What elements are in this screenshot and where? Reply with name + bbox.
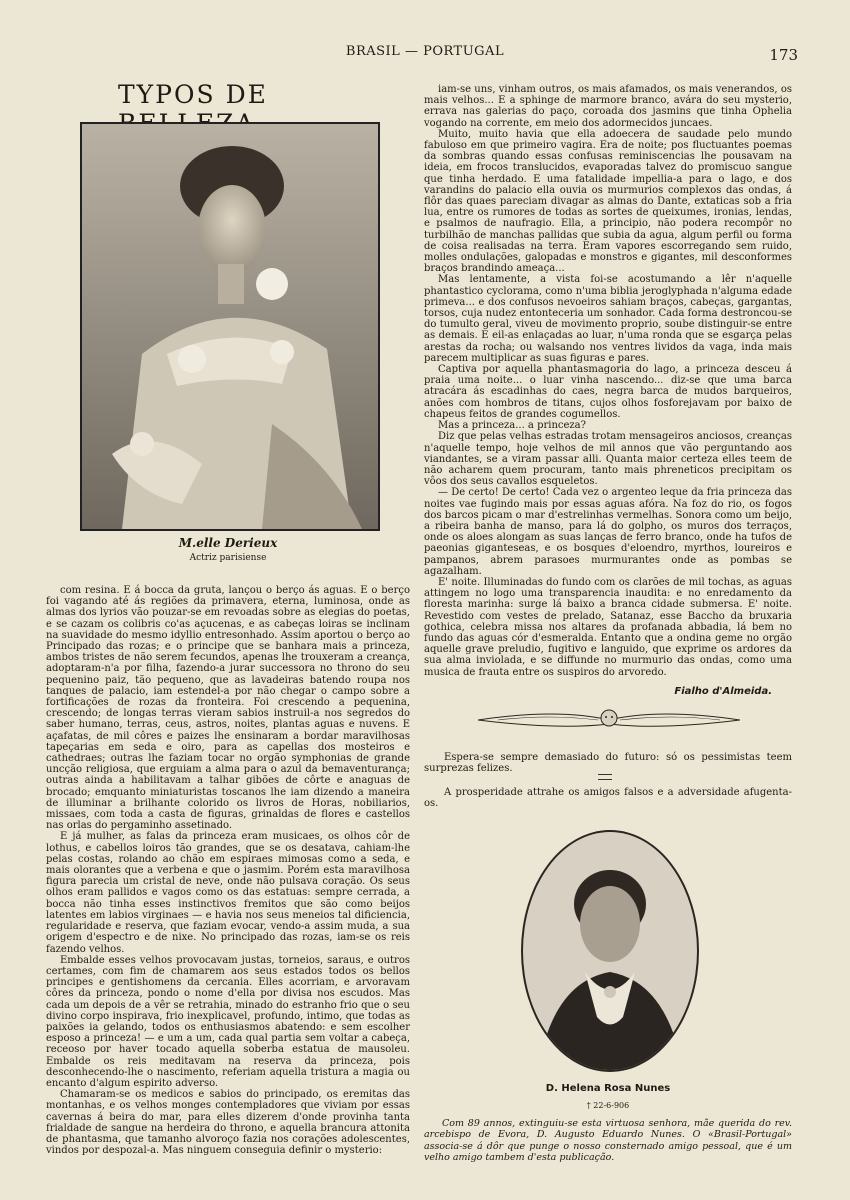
maxim-text: Espera-se sempre demasiado do futuro: só os pessimistas teem surprezas felizes.: [424, 752, 792, 775]
author-signature: Fialho d'Almeida.: [674, 686, 772, 697]
article-paragraph: Captiva por aquella phantasmagoria do lago, a princeza desceu á praia uma noite... o luar vinha nascendo... diz-se que uma barca atracára ás escadinhas do caes, negra barca de mudos barqueiros, anões com hombros de titans, cujos olhos fosforejavam por baixo de chapeus feitos de grandes cogumellos.: [424, 364, 792, 420]
maxim: [424, 752, 792, 774]
article-paragraph: Diz que pelas velhas estradas trotam mensageiros anciosos, creanças n'aquelle tempo, hoje velhos de mil annos que vão perguntando aos viandantes, se a viram passar alli. Quanta maior certeza elles teem de não acharem quem procuram, tanto mais phreneticos precipitam os vôos dos seus cavallos esqueletos.: [424, 431, 792, 488]
article-paragraph: E' noite. Illuminadas do fundo com os clarões de mil tochas, as aguas attingem no logo uma transparencia inaudita: e no enredamento da floresta marinha: surge lá baixo a branca cidade submersa. E' noite. Revestido com vestes de prelado, Satanaz, esse Baccho da bruxaria gothica, celebra missa nos altares da profanada abbadia, lá bem no fundo das aguas cór d'esmeralda. Entanto que a ondina geme no orgão aquelle grave preludio, fugitivo e languido, que exprime os ardores da sua alma inviolada, e se diffunde no murmurio das ondas, como uma musica de frauta entre os suspiros do arvoredo.: [424, 576, 792, 678]
article-right-column: [424, 84, 792, 678]
separator-rule: [598, 774, 612, 780]
winged-cherub-ornament: [478, 704, 740, 736]
obituary-portrait-photo: [523, 832, 697, 1070]
article-paragraph: — De certo! De certo! Cada vez o argenteo leque da fria princeza das noites vae fugindo mais por essas aguas afóra. Na foz do rio, os fogos dos barcos picam o mar d'estrelinhas vermelhas. Sonora como um beijo, a ribeira banha de manso, para lá do golpho, os muros dos terraços, onde os aloes alongam as suas lanças de ferro branco, onde ha tufos de paeonias giganteseas, e os bosques d'eloendro, myrthos, loureiros e pampanos, abrem parasoes murmurantes onde as pombas se agazalham.: [424, 487, 793, 577]
portrait-caption-role: Actriz parisiense: [189, 553, 267, 563]
article-paragraph: Muito, muito havia que ella adoecera de saudade pelo mundo fabuloso em que primeiro vagira. Era de noite; pos fluctuantes poemas da sombras quando essas confusas reminiscencias lhe pousavam na ideia, em frocos translucidos, evaporadas talvez do promiscuo sangue que tinha herdado. E uma fatalidade impellia-a para o lago, e dos varandins do palacio ella ouvia os murmurios complexos das ondas, á flôr das quaes pareciam divagar as almas do Dante, extaticas sob a fria lua, entre os rumores de todas as sortes de queixumes, ironias, lendas, e psalmos de naufragio. Ella, a principio, não podera recompôr no turbilhão de manchas pallidas que subia da agua, algum perfil ou forma de coisa realisadas na terra. Eram vapores escorregando sem ruido, molles ondulações, galopadas e monstros e gigantes, mil desconformes braços brandindo ameaça...: [424, 128, 792, 275]
article-paragraph: E já mulher, as falas da princeza eram musicaes, os olhos côr de lothus, e cabellos loiros tão grandes, que se os desatava, cahiam-lhe pelas costas, rolando ao chão em espiraes mimosas como a seda, e mais olorantes que a verbena e que o jasmim. Porém esta maravilhosa figura parecia um cristal de neve, onde não pulsava coração. Os seus olhos eram pallidos e vagos como os das estatuas: sempre cerrada, a bocca não tinha esses instinctivos fremitos que são como beijos latentes em labios virginaes — e havia nos seus meneios tal dificiencia, regularidade e reserva, que faziam evocar, vendo-a assim muda, a sua origem d'espectro e de nixe. No principado das rozas, iam-se os reis fazendo velhos.: [46, 831, 410, 955]
obituary-text: Com 89 annos, extinguiu-se esta virtuosa senhora, mãe querida do rev. arcebispo de Evora, D. Augusto Eduardo Nunes. O «Brasil-Portugal» associa-se á dôr que punge o nosso consternado amigo pessoal, que é um velho amigo tambem d'esta publicação.: [424, 1118, 792, 1164]
obituary-name: D. Helena Rosa Nunes: [545, 1083, 671, 1094]
article-paragraph: Mas lentamente, a vista foi-se acostumando a lêr n'aquelle phantastico cyclorama, como n'uma biblia jeroglyphada n'alguma edade primeva... e dos confusos nevoeiros sahiam braços, cabeças, gargantas, torsos, cuja nudez entonteceria um sonhador. Cada forma destroncou-se do tumulto geral, viveu de movimento proprio, soube distinguir-se entre as demais. E eil-as enlaçadas ao luar, n'uma ronda que se esgarça pelas arestas da rocha; ou walsando nos ventres lividos da vaga, inda mais parecem multiplicar as suas figuras e pares.: [424, 274, 792, 364]
article-paragraph: Mas a princeza... a princeza?: [438, 420, 587, 432]
article-paragraph: com resina. E á bocca da gruta, lançou o berço ás aguas. E o berço foi vagando até ás regiões da primavera, eterna, luminosa, onde as almas dos lyrios vão pouzar-se em revoadas sobre as elegias do poetas, e se cazam os colibris co'as açucenas, e as cabeças loiras se inclinam na suavidade do mesmo idyllio entresonhado. Assim aportou o berço ao Principado das rozas; e o principe que se banhara mais a princeza, ambos tristes de não serem fecundos, apenas lhe trouxeram a creança, adoptaram-n'a por filha, fazendo-a jurar successora no throno do seu pequenino paiz, tão pequeno, que as lavadeiras batendo roupa nos tanques de palacio, iam estendel-a por não chegar o campo sobre a fortificações de rozas da fronteira. Foi crescendo a pequenina, crescendo; de longas terras vieram sabios instruil-a nos segredos do saber humano, terras, ceus, astros, noites, plantas aguas e nuvens. E açafatas, de mil côres e paizes lhe ensinaram a bordar maravilhosas tapeçarias em seda e oiro, para as capellas dos mosteiros e cathedraes; outras lhe faziam tocar no orgão symphonias de grande uncção religiosa, que erguiam a alma para o azul da bemaventurança; outras ainda a habilitavam a talhar gibões de côrte e anaguas de brocado; emquanto miniaturistas toscanos lhe iam dizendo a maneira de illuminar a brilhante colorido os livros de Horas, nobiliarios, missaes, com toda a casta de figuras, grinaldas de flores e castellos nas orlas do pergaminho assetinado.: [46, 585, 410, 832]
obituary-date: † 22-6-906: [586, 1101, 630, 1110]
maxim-text: A prosperidade attrahe os amigos falsos e a adversidade afugenta-os.: [424, 787, 792, 810]
elderly-woman-portrait-illustration: [523, 832, 697, 1070]
article-left-column: [46, 585, 410, 1156]
actress-portrait-illustration: [82, 124, 378, 529]
maxim: [424, 787, 792, 809]
article-paragraph: Chamaram-se os medicos e sabios do principado, os eremitas das montanhas, e os velhos monges contempladores que viviam por essas cavernas á beira do mar, para elles dizerem d'onde provinha tanta frialdade de sangue na herdeira do throno, e aquella brancura attonita de phantasma, que tamanho alvoroço fazia nos corações adolescentes, vindos por despozal-a. Mas ninguem conseguia definir o mysterio:: [46, 1089, 410, 1157]
page-number: 173: [769, 46, 798, 64]
section-title: TYPOS DE: [118, 80, 268, 109]
portrait-caption-name: M.elle Derieux: [178, 536, 278, 550]
article-paragraph: Embalde esses velhos provocavam justas, torneios, saraus, e outros certames, com fim de chamarem aos seus estados todos os bellos principes e gentishomens da cercania. Elles acorriam, e arvoravam côres da princeza, pondo o nome d'ella por divisa nos escudos. Mas cada um depois de a vêr se retrahia, minado do estranho frio que o seu divino corpo inspirava, frio inexplicavel, profundo, intimo, que todas as paixões ia gelando, todos os enthusiasmos abatendo: e sem escolher esposo a princeza! — e um a um, cada qual partia sem voltar a cabeça, receoso por haver tocado aquella soberba estatua de mausoleu. Embalde os reis meditavam na reserva da princeza, pois desconhecendo-lhe o nascimento, referiam aquella tristura a magia ou encanto d'algum espirito adverso.: [46, 954, 410, 1089]
actress-portrait-photo: [80, 122, 380, 531]
article-paragraph: iam-se uns, vinham outros, os mais afamados, os mais venerandos, os mais velhos... E a sphinge de marmore branco, avára do seu mysterio, errava nas galerias do paço, coroada dos jasmins que tinha Ophelia vogando na corrente, em meio dos adormecidos juncaes.: [424, 84, 792, 129]
running-header: BRASIL — PORTUGAL: [345, 44, 505, 59]
